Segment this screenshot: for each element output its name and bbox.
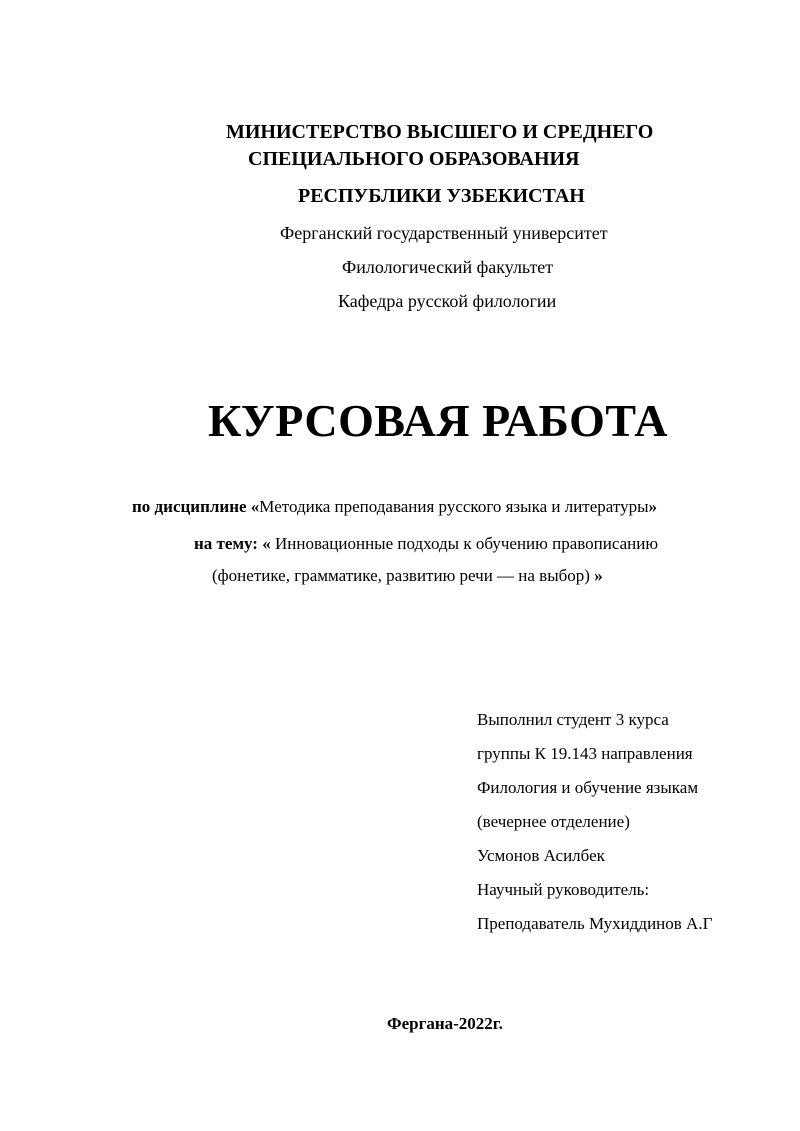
topic-text-1: Инновационные подходы к обучению правописанию xyxy=(274,534,659,553)
author-info-line: Научный руководитель: xyxy=(477,880,650,899)
author-info-line: (вечернее отделение) xyxy=(477,812,630,831)
discipline-label: по дисциплине « xyxy=(132,497,260,516)
topic-label: на тему: « xyxy=(194,534,275,553)
document-title: КУРСОВАЯ РАБОТА xyxy=(208,395,668,446)
discipline-close: » xyxy=(648,497,658,516)
discipline-line xyxy=(132,498,657,515)
author-info-line: Филология и обучение языкам xyxy=(477,778,699,797)
author-info-line: группы К 19.143 направления xyxy=(477,744,693,763)
university-name: Ферганский государственный университет xyxy=(280,223,608,243)
discipline-text: Методика преподавания русского языка и литературы xyxy=(259,497,649,516)
author-info-block xyxy=(477,711,712,949)
city-year: Фергана-2022г. xyxy=(387,1014,503,1033)
faculty-name: Филологический факультет xyxy=(342,257,554,277)
ministry-line-1: МИНИСТЕРСТВО ВЫСШЕГО И СРЕДНЕГО xyxy=(226,121,654,143)
department-name: Кафедра русской филологии xyxy=(338,291,557,311)
topic-close: » xyxy=(589,566,603,585)
ministry-line-2: СПЕЦИАЛЬНОГО ОБРАЗОВАНИЯ xyxy=(248,148,580,170)
author-info-line: Преподаватель Мухиддинов А.Г xyxy=(477,914,713,933)
ministry-line-3: РЕСПУБЛИКИ УЗБЕКИСТАН xyxy=(298,185,585,207)
topic-line-2 xyxy=(212,567,603,584)
author-info-line: Выполнил студент 3 курса xyxy=(477,710,669,729)
author-info-line: Усмонов Асилбек xyxy=(477,846,605,865)
topic-line-1 xyxy=(194,535,658,552)
topic-text-2: (фонетике, грамматике, развитию речи — на выбор) xyxy=(212,566,590,585)
